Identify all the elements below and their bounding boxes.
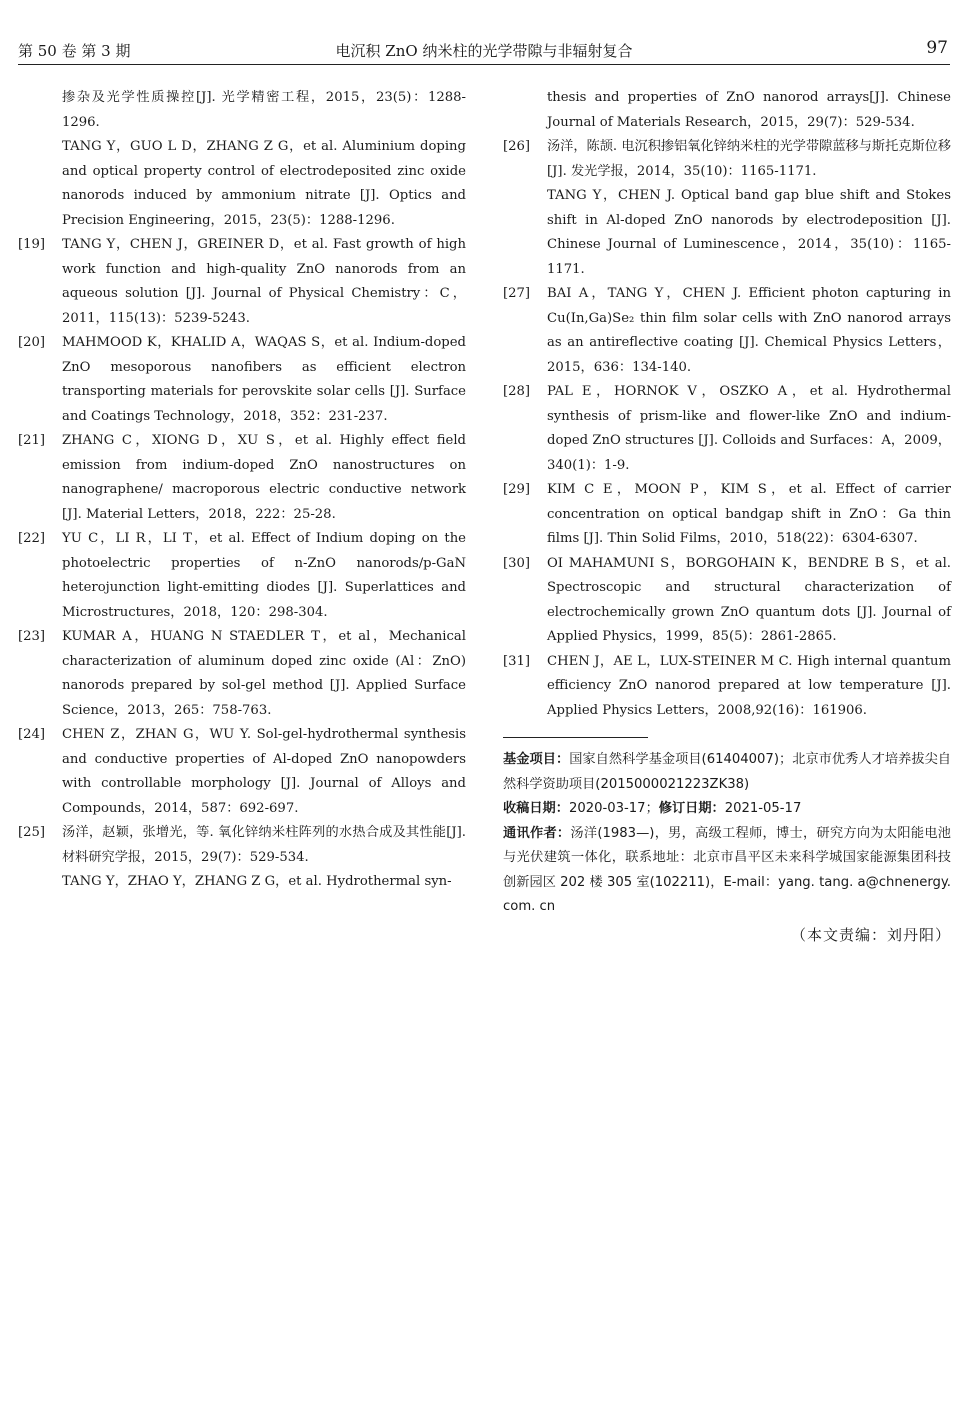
reference-number: [21]	[18, 433, 46, 448]
fund-note	[503, 748, 951, 797]
received-date: 2020-03-17；	[568, 801, 659, 816]
reference-item	[18, 625, 466, 723]
revised-date: 2021-05-17	[724, 801, 802, 816]
reference-text: YU C，LI R，LI T，et al. Effect of Indium doping on the photoelectric properties of n-ZnO nanorods/p-GaN heterojunction light-emitting diodes [J]. Superlattices and Microstructures，2018，120：298-304.	[62, 531, 466, 620]
reference-item	[503, 282, 951, 380]
reference-number: [30]	[503, 555, 531, 571]
reference-text: TANG Y，GUO L D，ZHANG Z G，et al. Aluminium doping and optical property control of electrodeposited zinc oxide nanorods induced by ammonium nitrate [J]. Optics and Precision Engineering，2015，23(5)：1288-1296.	[62, 139, 466, 228]
author-label: 通讯作者：	[503, 825, 571, 841]
reference-text: CHEN Z，ZHAN G，WU Y. Sol-gel-hydrothermal synthesis and conductive properties of Al-doped ZnO nanopowders with controllable morphology [J]. Journal of Alloys and Compounds，2014，587：692-697.	[62, 727, 466, 816]
reference-item	[503, 86, 951, 135]
reference-item	[18, 86, 466, 233]
reference-number: [28]	[503, 384, 531, 399]
reference-number: [22]	[18, 531, 46, 546]
running-header	[18, 38, 950, 65]
reference-text: KUMAR A，HUANG N STAEDLER T，et al，Mechanical characterization of aluminum doped zinc oxide (Al：ZnO) nanorods prepared by sol-gel method [J]. Applied Surface Science，2013，265：758-763.	[62, 629, 466, 718]
reference-text: TANG Y，ZHAO Y，ZHANG Z G，et al. Hydrothermal syn-	[62, 874, 452, 889]
left-column	[18, 86, 466, 895]
reference-text: 汤洋，陈颉. 电沉积掺铝氧化锌纳米柱的光学带隙蓝移与斯托克斯位移[J]. 发光学报，2014，35(10)：1165-1171.	[547, 139, 952, 179]
reference-text: thesis and properties of ZnO nanorod arrays[J]. Chinese Journal of Materials Research，2015，29(7)：529-534.	[547, 90, 951, 130]
reference-item	[503, 552, 951, 650]
reference-number: [25]	[18, 825, 46, 840]
reference-number: [24]	[18, 727, 46, 742]
reference-number: [31]	[503, 653, 531, 669]
reference-number: [20]	[18, 335, 46, 350]
revised-label: 修订日期：	[658, 801, 725, 816]
date-note	[503, 797, 951, 822]
reference-number: [23]	[18, 629, 46, 644]
reference-text: KIM C E，MOON P，KIM S，et al. Effect of carrier concentration on optical bandgap shift in ZnO：Ga thin films [J]. Thin Solid Films，2010，518(22)：6304-6307.	[547, 482, 951, 546]
reference-text: TANG Y，CHEN J，GREINER D，et al. Fast growth of high work function and high-quality ZnO nanorods from an aqueous solution [J]. Journal of Physical Chemistry：C，2011，115(13)：5239-5243.	[62, 237, 466, 326]
right-column	[503, 86, 951, 945]
footnote-divider	[503, 737, 648, 738]
reference-text: PAL E，HORNOK V，OSZKO A，et al. Hydrothermal synthesis of prism-like and flower-like ZnO and indium-doped ZnO structures [J]. Colloids and Surfaces：A，2009，340(1)：1-9.	[547, 384, 951, 473]
reference-item	[503, 650, 951, 724]
reference-text: CHEN J，AE L，LUX-STEINER M C. High internal quantum efficiency ZnO nanorod prepared at low temperature [J]. Applied Physics Letters，2008,92(16)：161906.	[547, 653, 951, 718]
volume-issue: 第 50 卷 第 3 期	[18, 42, 131, 60]
reference-item	[18, 723, 466, 821]
reference-item	[18, 429, 466, 527]
author-note	[503, 822, 951, 920]
reference-list-right	[503, 86, 951, 723]
reference-number: [26]	[503, 139, 531, 154]
reference-item	[503, 135, 951, 282]
reference-number: [29]	[503, 482, 531, 497]
reference-item	[503, 380, 951, 478]
received-label: 收稿日期：	[503, 801, 569, 816]
reference-text: 掺杂及光学性质操控[J]. 光学精密工程，2015，23(5)：1288-1296.	[62, 90, 466, 130]
reference-item	[18, 331, 466, 429]
editor-note: （本文责编：刘丹阳）	[790, 925, 951, 944]
page-number: 97	[926, 38, 948, 58]
reference-item	[18, 527, 466, 625]
fund-text: 国家自然科学基金项目(61404007)；北京市优秀人才培养拔尖自然科学资助项目(2015000021223ZK38)	[503, 752, 951, 792]
reference-text: BAI A，TANG Y，CHEN J. Efficient photon capturing in Cu(In,Ga)Se₂ thin film solar cells with ZnO nanorod arrays as an antireflective coating [J]. Chemical Physics Letters，2015，636：134-140.	[547, 286, 951, 375]
reference-item	[18, 233, 466, 331]
reference-item	[18, 821, 466, 895]
author-text: 汤洋(1983—)，男，高级工程师，博士，研究方向为太阳能电池与光伏建筑一体化，联系地址：北京市昌平区未来科学城国家能源集团科技创新园区 202 楼 305 室(102211)，E-mail：yang. tang. a@chnenergy. com. cn	[503, 825, 951, 914]
reference-number: [27]	[503, 286, 531, 301]
fund-label: 基金项目：	[503, 752, 570, 767]
running-title: 电沉积 ZnO 纳米柱的光学带隙与非辐射复合	[335, 42, 633, 60]
reference-text: MAHMOOD K，KHALID A，WAQAS S，et al. Indium-doped ZnO mesoporous nanofibers as efficient electron transporting materials for perovskite solar cells [J]. Surface and Coatings Technology，2018，352：231-237.	[62, 335, 466, 424]
reference-item	[503, 478, 951, 552]
reference-text: TANG Y，CHEN J. Optical band gap blue shift and Stokes shift in Al-doped ZnO nanorods by electrodeposition [J]. Chinese Journal of Luminescence，2014，35(10)：1165-1171.	[547, 188, 951, 277]
reference-number: [19]	[18, 237, 46, 252]
reference-text: OI MAHAMUNI S，BORGOHAIN K，BENDRE B S，et al. Spectroscopic and structural characterization of electrochemically grown ZnO quantum dots [J]. Journal of Applied Physics，1999，85(5)：2861-2865.	[547, 555, 951, 644]
reference-text: ZHANG C，XIONG D，XU S，et al. Highly effect field emission from indium-doped ZnO nanostructures on nanographene/ macroporous electric conductive network [J]. Material Letters，2018，222：25-28.	[62, 433, 466, 522]
reference-text: 汤洋，赵颖，张增光，等. 氧化锌纳米柱阵列的水热合成及其性能[J]. 材料研究学报，2015，29(7)：529-534.	[62, 825, 466, 865]
